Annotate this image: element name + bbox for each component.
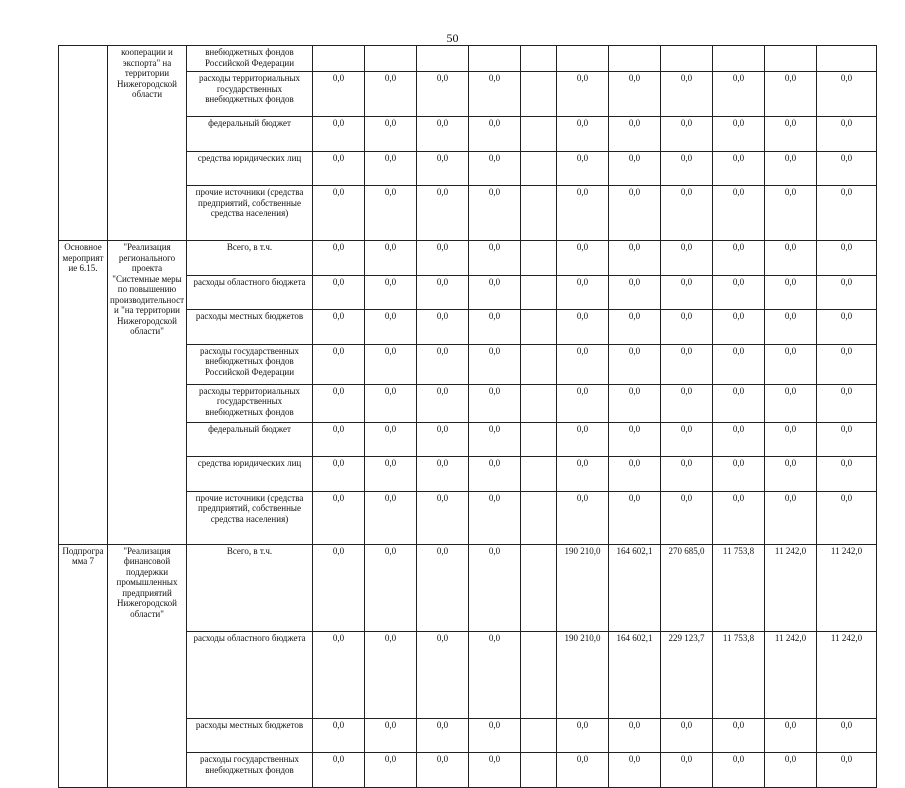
value-cell: 0,0 xyxy=(765,384,817,422)
value-cell: 11 242,0 xyxy=(817,631,877,718)
value-cell xyxy=(365,46,417,72)
funding-source-cell: расходы местных бюджетов xyxy=(187,310,313,345)
value-cell: 0,0 xyxy=(765,186,817,241)
empty-cell xyxy=(521,718,557,753)
value-cell: 0,0 xyxy=(313,718,365,753)
value-cell: 0,0 xyxy=(765,491,817,544)
measure-cell: Основное мероприятие 6.15. xyxy=(59,241,108,545)
value-cell: 0,0 xyxy=(365,491,417,544)
value-cell: 0,0 xyxy=(469,72,521,117)
value-cell: 0,0 xyxy=(661,310,713,345)
value-cell: 0,0 xyxy=(817,384,877,422)
value-cell: 0,0 xyxy=(313,117,365,152)
value-cell: 0,0 xyxy=(557,275,609,310)
value-cell: 0,0 xyxy=(817,117,877,152)
value-cell: 11 753,8 xyxy=(713,544,765,631)
value-cell: 0,0 xyxy=(469,344,521,384)
value-cell xyxy=(469,46,521,72)
table-row xyxy=(59,241,877,276)
value-cell: 11 753,8 xyxy=(713,631,765,718)
table-row xyxy=(59,544,877,631)
value-cell: 0,0 xyxy=(365,310,417,345)
funding-source-cell: Всего, в т.ч. xyxy=(187,241,313,276)
funding-source-cell: федеральный бюджет xyxy=(187,117,313,152)
value-cell: 0,0 xyxy=(313,186,365,241)
funding-source-cell: расходы территориальных государственных внебюджетных фондов xyxy=(187,72,313,117)
funding-source-cell: средства юридических лиц xyxy=(187,151,313,186)
value-cell: 0,0 xyxy=(661,753,713,788)
value-cell: 0,0 xyxy=(713,422,765,457)
value-cell: 0,0 xyxy=(609,491,661,544)
funding-source-cell: расходы областного бюджета xyxy=(187,631,313,718)
value-cell: 0,0 xyxy=(469,241,521,276)
value-cell: 0,0 xyxy=(713,310,765,345)
page-number: 50 xyxy=(446,31,459,45)
value-cell: 0,0 xyxy=(313,72,365,117)
value-cell: 0,0 xyxy=(713,186,765,241)
value-cell: 0,0 xyxy=(661,72,713,117)
value-cell: 0,0 xyxy=(609,384,661,422)
empty-cell xyxy=(521,310,557,345)
empty-cell xyxy=(521,491,557,544)
value-cell: 0,0 xyxy=(817,275,877,310)
value-cell: 0,0 xyxy=(765,344,817,384)
value-cell: 0,0 xyxy=(609,457,661,492)
empty-cell xyxy=(521,186,557,241)
value-cell: 0,0 xyxy=(713,117,765,152)
value-cell: 0,0 xyxy=(817,753,877,788)
value-cell: 0,0 xyxy=(661,491,713,544)
value-cell: 0,0 xyxy=(609,241,661,276)
value-cell: 0,0 xyxy=(609,344,661,384)
value-cell: 0,0 xyxy=(661,117,713,152)
value-cell: 0,0 xyxy=(609,422,661,457)
value-cell: 0,0 xyxy=(713,491,765,544)
value-cell xyxy=(713,46,765,72)
value-cell: 0,0 xyxy=(661,457,713,492)
value-cell: 0,0 xyxy=(469,117,521,152)
value-cell: 0,0 xyxy=(765,718,817,753)
value-cell: 0,0 xyxy=(365,718,417,753)
value-cell: 0,0 xyxy=(313,275,365,310)
value-cell: 0,0 xyxy=(365,544,417,631)
value-cell: 0,0 xyxy=(817,344,877,384)
measure-cell: Подпрограмма 7 xyxy=(59,544,108,787)
value-cell: 0,0 xyxy=(817,72,877,117)
value-cell: 0,0 xyxy=(765,72,817,117)
value-cell: 0,0 xyxy=(817,422,877,457)
value-cell: 0,0 xyxy=(817,718,877,753)
value-cell: 0,0 xyxy=(557,241,609,276)
value-cell: 0,0 xyxy=(557,310,609,345)
program-name-cell: кооперации и экспорта" на территории Нижегородской области xyxy=(108,46,187,241)
value-cell: 0,0 xyxy=(661,186,713,241)
value-cell: 0,0 xyxy=(609,753,661,788)
value-cell: 0,0 xyxy=(661,718,713,753)
funding-source-cell: федеральный бюджет xyxy=(187,422,313,457)
value-cell xyxy=(417,46,469,72)
value-cell: 0,0 xyxy=(313,457,365,492)
value-cell: 0,0 xyxy=(417,310,469,345)
value-cell: 0,0 xyxy=(469,753,521,788)
value-cell: 0,0 xyxy=(417,151,469,186)
value-cell: 0,0 xyxy=(661,275,713,310)
value-cell: 0,0 xyxy=(557,422,609,457)
value-cell: 0,0 xyxy=(365,151,417,186)
value-cell: 0,0 xyxy=(609,186,661,241)
value-cell: 0,0 xyxy=(609,718,661,753)
value-cell: 0,0 xyxy=(365,275,417,310)
value-cell: 0,0 xyxy=(817,151,877,186)
empty-cell xyxy=(521,384,557,422)
value-cell: 0,0 xyxy=(469,151,521,186)
value-cell: 0,0 xyxy=(713,753,765,788)
value-cell: 0,0 xyxy=(417,72,469,117)
value-cell: 0,0 xyxy=(609,275,661,310)
value-cell: 0,0 xyxy=(557,151,609,186)
value-cell: 164 602,1 xyxy=(609,631,661,718)
value-cell: 0,0 xyxy=(713,457,765,492)
value-cell: 0,0 xyxy=(817,241,877,276)
value-cell: 0,0 xyxy=(313,344,365,384)
value-cell: 0,0 xyxy=(557,186,609,241)
value-cell xyxy=(609,46,661,72)
table-body xyxy=(59,46,877,788)
value-cell: 190 210,0 xyxy=(557,544,609,631)
empty-cell xyxy=(521,631,557,718)
value-cell: 11 242,0 xyxy=(765,544,817,631)
value-cell: 0,0 xyxy=(817,186,877,241)
value-cell: 11 242,0 xyxy=(765,631,817,718)
value-cell: 0,0 xyxy=(557,491,609,544)
value-cell: 0,0 xyxy=(557,72,609,117)
value-cell: 0,0 xyxy=(557,384,609,422)
value-cell: 0,0 xyxy=(417,241,469,276)
empty-cell xyxy=(521,422,557,457)
value-cell xyxy=(817,46,877,72)
empty-cell xyxy=(521,117,557,152)
value-cell: 0,0 xyxy=(817,310,877,345)
empty-cell xyxy=(521,46,557,72)
value-cell: 0,0 xyxy=(557,117,609,152)
value-cell: 0,0 xyxy=(313,631,365,718)
value-cell: 0,0 xyxy=(765,241,817,276)
value-cell: 0,0 xyxy=(609,151,661,186)
value-cell: 0,0 xyxy=(469,631,521,718)
value-cell: 0,0 xyxy=(417,275,469,310)
value-cell: 0,0 xyxy=(365,384,417,422)
value-cell: 0,0 xyxy=(313,151,365,186)
value-cell: 0,0 xyxy=(417,718,469,753)
value-cell: 0,0 xyxy=(365,344,417,384)
empty-cell xyxy=(521,275,557,310)
empty-cell xyxy=(521,344,557,384)
table-row xyxy=(59,46,877,72)
value-cell: 0,0 xyxy=(661,344,713,384)
funding-source-cell: прочие источники (средства предприятий, собственные средства населения) xyxy=(187,491,313,544)
value-cell: 190 210,0 xyxy=(557,631,609,718)
value-cell: 0,0 xyxy=(765,457,817,492)
value-cell: 0,0 xyxy=(417,544,469,631)
program-name-cell: "Реализация финансовой поддержки промышленных предприятий Нижегородской области" xyxy=(108,544,187,787)
value-cell: 0,0 xyxy=(313,753,365,788)
value-cell: 0,0 xyxy=(313,544,365,631)
value-cell: 0,0 xyxy=(469,491,521,544)
measure-cell xyxy=(59,46,108,241)
value-cell: 0,0 xyxy=(417,117,469,152)
value-cell: 0,0 xyxy=(469,310,521,345)
value-cell: 0,0 xyxy=(817,491,877,544)
value-cell: 0,0 xyxy=(609,72,661,117)
value-cell: 0,0 xyxy=(609,310,661,345)
value-cell: 0,0 xyxy=(765,422,817,457)
value-cell xyxy=(661,46,713,72)
value-cell: 0,0 xyxy=(469,457,521,492)
value-cell: 0,0 xyxy=(313,491,365,544)
value-cell: 0,0 xyxy=(469,384,521,422)
budget-table xyxy=(58,45,877,788)
value-cell: 0,0 xyxy=(765,310,817,345)
value-cell: 0,0 xyxy=(417,457,469,492)
funding-source-cell: внебюджетных фондов Российской Федерации xyxy=(187,46,313,72)
value-cell: 0,0 xyxy=(417,344,469,384)
value-cell: 0,0 xyxy=(765,117,817,152)
empty-cell xyxy=(521,544,557,631)
value-cell: 164 602,1 xyxy=(609,544,661,631)
value-cell: 0,0 xyxy=(365,753,417,788)
funding-source-cell: прочие источники (средства предприятий, собственные средства населения) xyxy=(187,186,313,241)
value-cell: 229 123,7 xyxy=(661,631,713,718)
funding-source-cell: расходы областного бюджета xyxy=(187,275,313,310)
program-name-cell: "Реализация регионального проекта "Системные меры по повышению производительности "на территории Нижегородской области" xyxy=(108,241,187,545)
empty-cell xyxy=(521,72,557,117)
value-cell: 0,0 xyxy=(365,72,417,117)
empty-cell xyxy=(521,151,557,186)
value-cell: 0,0 xyxy=(469,422,521,457)
value-cell: 0,0 xyxy=(417,384,469,422)
value-cell: 11 242,0 xyxy=(817,544,877,631)
value-cell xyxy=(313,46,365,72)
value-cell: 0,0 xyxy=(313,310,365,345)
funding-source-cell: расходы государственных внебюджетных фондов Российской Федерации xyxy=(187,344,313,384)
value-cell: 0,0 xyxy=(557,344,609,384)
empty-cell xyxy=(521,753,557,788)
value-cell: 0,0 xyxy=(417,631,469,718)
empty-cell xyxy=(521,241,557,276)
value-cell: 0,0 xyxy=(365,186,417,241)
value-cell: 0,0 xyxy=(417,422,469,457)
value-cell: 0,0 xyxy=(365,241,417,276)
value-cell: 270 685,0 xyxy=(661,544,713,631)
value-cell xyxy=(557,46,609,72)
funding-source-cell: расходы территориальных государственных внебюджетных фондов xyxy=(187,384,313,422)
value-cell: 0,0 xyxy=(417,753,469,788)
value-cell: 0,0 xyxy=(713,344,765,384)
value-cell: 0,0 xyxy=(713,718,765,753)
value-cell: 0,0 xyxy=(765,275,817,310)
value-cell: 0,0 xyxy=(713,275,765,310)
value-cell xyxy=(765,46,817,72)
value-cell: 0,0 xyxy=(765,151,817,186)
value-cell: 0,0 xyxy=(365,117,417,152)
value-cell: 0,0 xyxy=(661,241,713,276)
value-cell: 0,0 xyxy=(469,718,521,753)
value-cell: 0,0 xyxy=(713,241,765,276)
value-cell: 0,0 xyxy=(313,384,365,422)
value-cell: 0,0 xyxy=(469,544,521,631)
empty-cell xyxy=(521,457,557,492)
value-cell: 0,0 xyxy=(765,753,817,788)
value-cell: 0,0 xyxy=(661,151,713,186)
value-cell: 0,0 xyxy=(313,241,365,276)
value-cell: 0,0 xyxy=(365,457,417,492)
value-cell: 0,0 xyxy=(661,422,713,457)
funding-source-cell: Всего, в т.ч. xyxy=(187,544,313,631)
value-cell: 0,0 xyxy=(817,457,877,492)
funding-source-cell: расходы государственных внебюджетных фондов xyxy=(187,753,313,788)
funding-source-cell: расходы местных бюджетов xyxy=(187,718,313,753)
value-cell: 0,0 xyxy=(469,275,521,310)
value-cell: 0,0 xyxy=(557,457,609,492)
value-cell: 0,0 xyxy=(557,718,609,753)
value-cell: 0,0 xyxy=(557,753,609,788)
value-cell: 0,0 xyxy=(417,491,469,544)
value-cell: 0,0 xyxy=(365,631,417,718)
value-cell: 0,0 xyxy=(469,186,521,241)
value-cell: 0,0 xyxy=(313,422,365,457)
value-cell: 0,0 xyxy=(365,422,417,457)
value-cell: 0,0 xyxy=(661,384,713,422)
value-cell: 0,0 xyxy=(713,72,765,117)
value-cell: 0,0 xyxy=(417,186,469,241)
value-cell: 0,0 xyxy=(609,117,661,152)
value-cell: 0,0 xyxy=(713,151,765,186)
value-cell: 0,0 xyxy=(713,384,765,422)
funding-source-cell: средства юридических лиц xyxy=(187,457,313,492)
